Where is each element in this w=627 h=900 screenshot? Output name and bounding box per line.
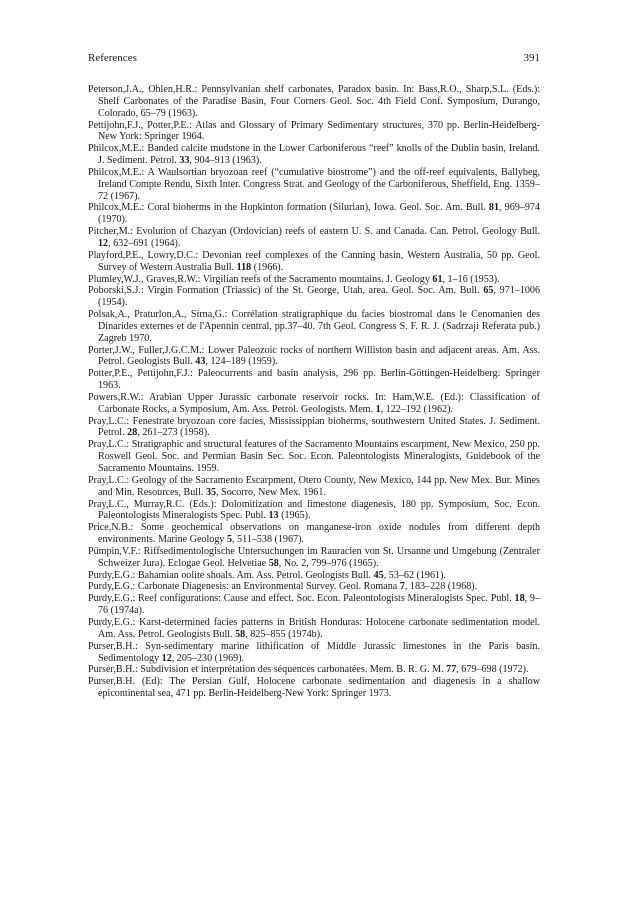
reference-entry — [88, 274, 540, 286]
reference-text: Playford,P.E., Lowry,D.C.: Devonian reef complexes of the Canning basin, Western Australia, 50 pp. Geol. Survey of Western Australia Bull. — [88, 249, 540, 273]
running-head — [88, 50, 540, 66]
reference-pages: , 825–855 (1974b). — [245, 628, 323, 640]
reference-text: Purser,B.H.: Syn-sedimentary marine lithification of Middle Jurassic limestones in the Paris basin. Sedimentology — [88, 640, 540, 664]
reference-text: Pray,L.C.: Geology of the Sacramento Escarpment, Otero County, New Mexico, 144 pp. New Mex. Bur. Mines and Min. Resources, Bull. — [88, 474, 540, 498]
reference-text: Plumley,W.J., Graves,R.W.: Virgilian reefs of the Sacramento mountains. J. Geology — [88, 273, 433, 285]
reference-text: Pitcher,M.: Evolution of Chazyan (Ordovician) reefs of eastern U. S. and Canada. Can. Petrol. Geology Bull. — [88, 226, 540, 238]
reference-pages: , 679–698 (1972). — [456, 664, 529, 676]
reference-volume: 77 — [446, 664, 457, 676]
reference-pages: , 971–1006 (1954). — [98, 285, 540, 309]
reference-volume: 35 — [205, 486, 217, 498]
reference-pages: , 205–230 (1969). — [171, 652, 245, 664]
reference-entry — [88, 475, 540, 499]
reference-text: Pray,L.C., Murray,R.C. (Eds.): Dolomitization and limestone diagenesis, 180 pp. Symposium, Soc. Econ. Paleontologists Mineralogists Spec. Publ. — [88, 498, 540, 522]
reference-volume: 61 — [432, 273, 443, 285]
reference-entry — [88, 676, 540, 700]
reference-pages: , 9–76 (1974a). — [98, 593, 540, 617]
reference-text: Price,N.B.: Some geochemical observations on manganese-iron oxide nodules from different depth environments. Marine Geology — [88, 522, 540, 546]
page-number: 391 — [523, 52, 540, 64]
reference-entry — [88, 167, 540, 203]
reference-pages: , 124–189 (1959). — [205, 356, 278, 368]
reference-volume: 81 — [488, 202, 500, 214]
reference-text: Philcox,M.E.: Coral bioherms in the Hopkinton formation (Silurian), Iowa. Geol. Soc. Am. Bull. — [88, 202, 489, 214]
reference-volume: 58 — [268, 557, 279, 569]
reference-pages: , Socorro, New Mex. 1961. — [216, 486, 326, 498]
reference-volume: 12 — [161, 652, 172, 664]
reference-text: Polsak,A., Praturlon,A., Sirna,G.: Corrélation stratigraphique du facies biostromal dans le Cenomanien des Dinarides externes et de l'Apennin central, pp.37–40. 7th Geol. Congress S. F. R. J. (Sadrzaji Referata pub.) Zagreb 1970. — [88, 309, 540, 344]
reference-text: Potter,P.E., Pettijohn,F.J.: Paleocurrents and basin analysis, 296 pp. Berlin-Göttingen-Heidelberg: Springer 1963. — [88, 368, 540, 392]
reference-text: Purdy,E.G.: Karst-determined facies patterns in British Honduras: Holocene carbonate sedimentation model. Am. Ass. Petrol. Geologists Bull. — [88, 616, 540, 640]
reference-entry — [88, 345, 540, 369]
reference-pages: (1965). — [278, 510, 311, 522]
reference-volume: 118 — [236, 261, 252, 273]
reference-entry — [88, 546, 540, 570]
reference-volume: 45 — [373, 569, 384, 581]
reference-text: Purdy,E.G.: Bahamian oolite shoals. Am. Ass. Petrol. Geologists Bull. — [88, 569, 374, 581]
reference-pages: , 122–192 (1962). — [380, 403, 453, 415]
reference-volume: 12 — [98, 237, 109, 249]
reference-entry — [88, 392, 540, 416]
reference-entry — [88, 641, 540, 665]
reference-text: Peterson,J.A., Ohlen,H.R.: Pennsylvanian shelf carbonates, Paradox basin. In: Bass,R.O., Sharp,S.L. (Eds.): Shelf Carbonates of the Paradise Basin, Four Corners Geol. Soc. 4th Field Conf. Symposium, Durango, Colorado, 65–79 (1963). — [88, 84, 540, 119]
reference-volume: 58 — [235, 628, 246, 640]
reference-entry — [88, 617, 540, 641]
reference-text: Pray,L.C.: Fenestrate bryozoan core facies, Mississippian bioherms, southwestern United States. J. Sediment. Petrol. — [88, 415, 540, 439]
reference-pages: , 53–62 (1961). — [383, 569, 446, 581]
reference-entry — [88, 309, 540, 345]
reference-volume: 43 — [195, 356, 206, 368]
reference-text: Philcox,M.E.: A Waulsortian bryozoan reef (“cumulative biostrome”) and the off-reef equivalents, Ballybeg, Ireland Compte Rendu, Sixth Inter. Congress Strat. and Geology of the Carboniferous, Sheffield, Eng. 1359–72 (1967). — [88, 166, 540, 202]
reference-volume: 7 — [399, 581, 405, 593]
reference-pages: , 904–913 (1963). — [189, 155, 262, 167]
reference-entry — [88, 250, 540, 274]
reference-entry — [88, 226, 540, 250]
reference-entry — [88, 570, 540, 582]
reference-entry — [88, 84, 540, 120]
reference-pages: , No. 2, 799–976 (1965). — [278, 557, 379, 569]
reference-text: Poborski,S.J.: Virgin Formation (Triassic) of the St. George, Utah, area. Geol. Soc. Am. Bull. — [88, 285, 484, 297]
reference-list — [88, 84, 540, 700]
reference-text: Purser,B.H. (Ed): The Persian Gulf, Holocene carbonate sedimentation and diagenesis in a shallow epicontinental sea, 471 pp. Berlin-Heidelberg-New York: Springer 1973. — [88, 676, 540, 700]
reference-entry — [88, 143, 540, 167]
reference-entry — [88, 522, 540, 546]
reference-volume: 1 — [375, 403, 381, 415]
reference-text: Philcox,M.E.: Banded calcite mudstone in the Lower Carboniferous “reef” knolls of the Dublin basin, Ireland. J. Sediment. Petrol. — [88, 143, 540, 167]
reference-text: Pümpin,V.F.: Riffsedimentologische Untersuchungen im Rauracien von St. Ursanne und Umgebung (Zentraler Schweizer Jura). Eclogae Geol. Helvetiae — [88, 545, 540, 569]
reference-text: Pray,L.C.: Stratigraphic and structural features of the Sacramento Mountains escarpment, New Mexico, 250 pp. Roswell Geol. Soc. and Permian Basin Sec. Soc. Econ. Paleontologists Mineralogists, Guidebook of the Sacramento Mountains. 1959. — [88, 439, 540, 474]
reference-volume: 28 — [127, 427, 138, 439]
reference-entry — [88, 202, 540, 226]
reference-text: Purser,B.H.: Subdivision et interprétation des séquences carbonatées. Mem. B. R. G. M. — [88, 664, 447, 676]
reference-entry — [88, 285, 540, 309]
reference-volume: 5 — [226, 534, 232, 546]
book-page — [88, 50, 540, 870]
reference-entry — [88, 416, 540, 440]
reference-pages: , 632–691 (1964). — [108, 237, 181, 249]
reference-volume: 65 — [483, 285, 494, 297]
reference-entry — [88, 593, 540, 617]
reference-text: Powers,R.W.: Arabian Upper Jurassic carbonate reservoir rocks. In: Ham,W.E. (Ed.): Classification of Carbonate Rocks, a Symposium, Am. Ass. Petrol. Geologists. Mem. — [88, 391, 540, 415]
reference-entry — [88, 368, 540, 392]
reference-pages: , 183–228 (1968). — [404, 581, 478, 593]
reference-pages: (1966). — [251, 261, 284, 273]
reference-text: Porter,J.W., Fuller,J.G.C.M.: Lower Paleozoic rocks of northern Williston basin and adjacent areas. Am. Ass. Petrol. Geologists Bull. — [88, 344, 540, 368]
reference-volume: 18 — [514, 593, 525, 605]
reference-entry — [88, 664, 540, 676]
reference-pages: , 511–538 (1967). — [232, 534, 304, 546]
reference-volume: 13 — [268, 510, 279, 522]
reference-entry — [88, 120, 540, 144]
reference-volume: 33 — [179, 155, 190, 167]
reference-text: Purdy,E.G.: Carbonate Diagenesis: an Environmental Survey. Geol. Romana — [88, 581, 400, 593]
reference-pages: , 1–16 (1953). — [442, 273, 500, 285]
reference-entry — [88, 439, 540, 475]
running-head-title: References — [88, 52, 137, 64]
reference-pages: , 261–273 (1958). — [137, 427, 210, 439]
reference-entry — [88, 499, 540, 523]
reference-text: Pettijohn,F.J., Potter,P.E.: Atlas and Glossary of Primary Sedimentary structures, 370 pp. Berlin-Heidelberg-New York: Springer 1964. — [88, 119, 540, 143]
reference-text: Purdy,E.G.: Reef configurations: Cause and effect. Soc. Econ. Paleontologists Mineralogists Spec. Publ. — [88, 593, 515, 605]
reference-pages: , 969–974 (1970). — [98, 202, 540, 226]
reference-entry — [88, 581, 540, 593]
